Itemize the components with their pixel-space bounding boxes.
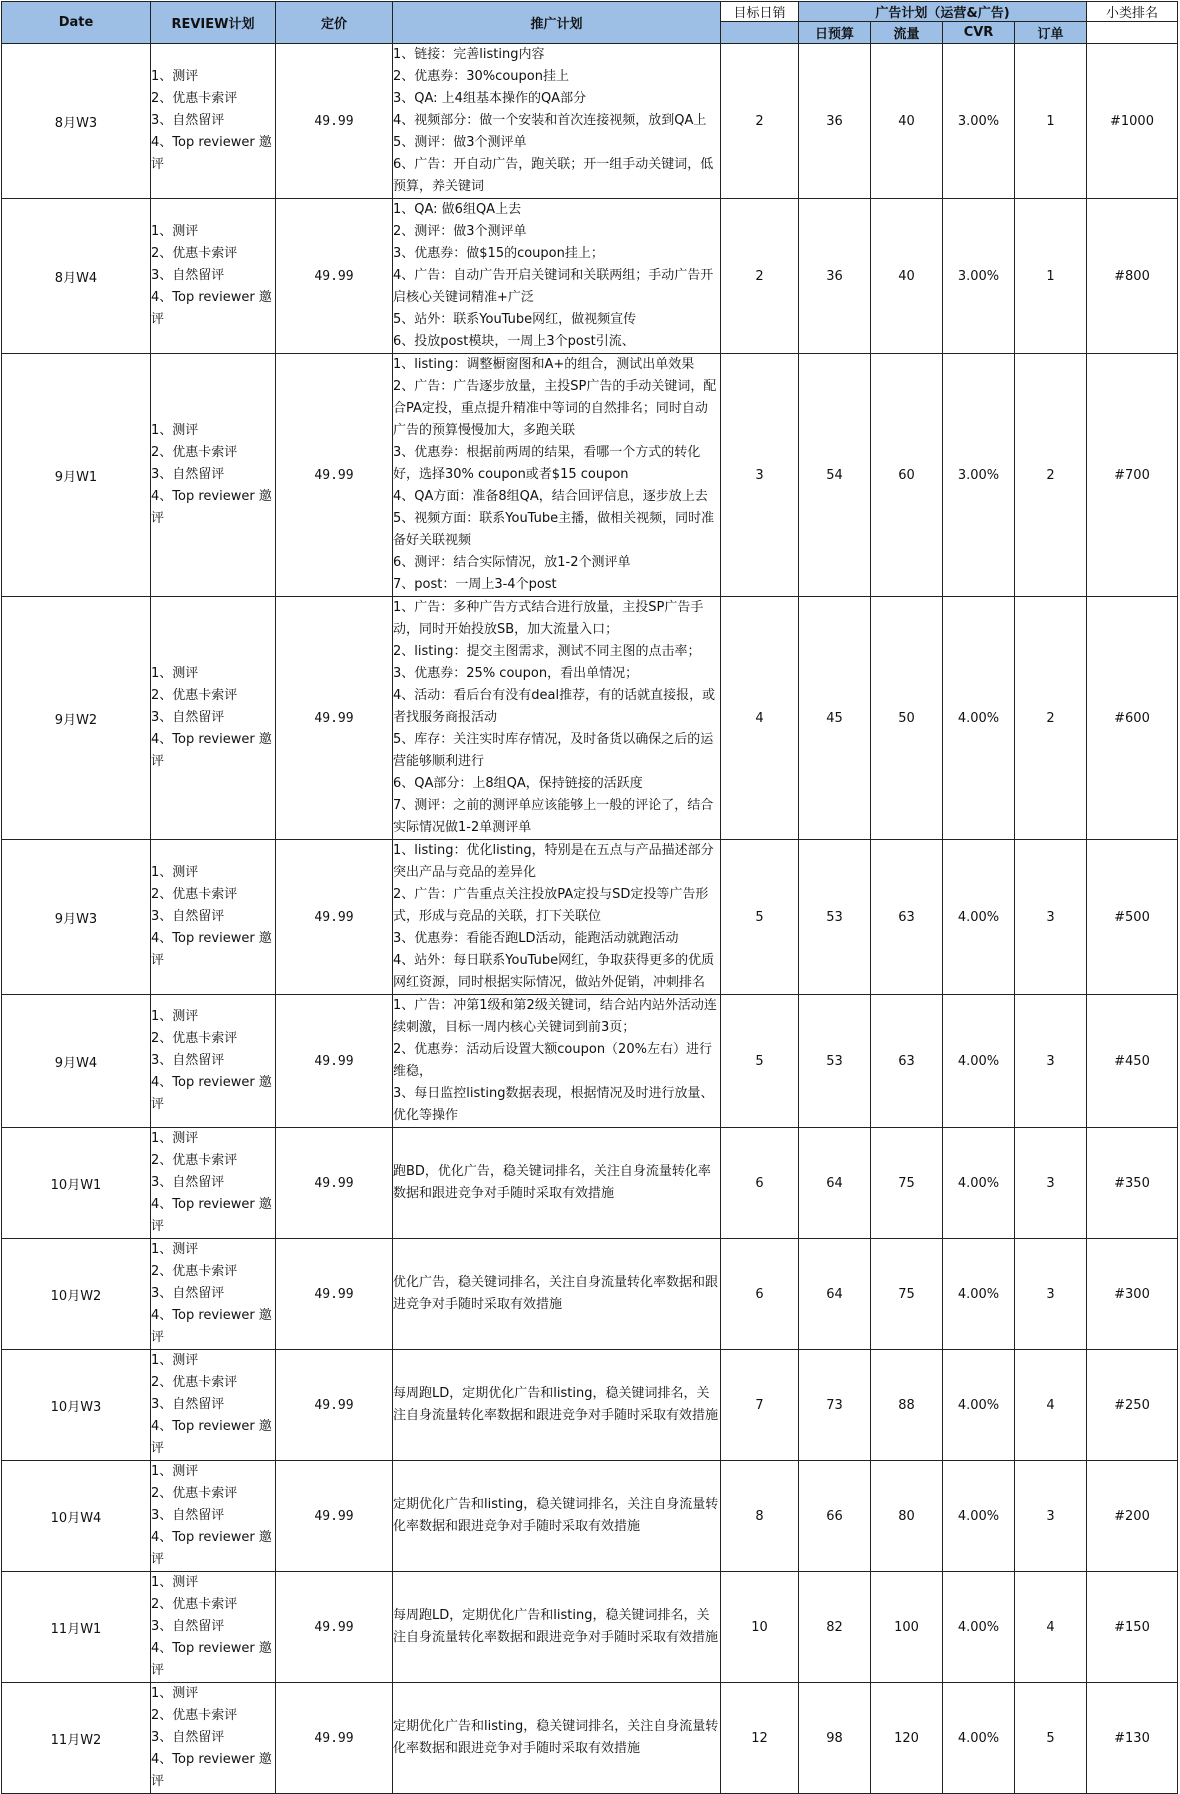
- date-cell: 11月W2: [2, 1683, 151, 1794]
- date-cell: 10月W2: [2, 1239, 151, 1350]
- promo-plan-item: 3、优惠券：看能否跑LD活动，能跑活动就跑活动: [393, 931, 679, 946]
- review-plan-item: 3、自然留评: [151, 1286, 225, 1301]
- orders-cell: 2: [1015, 354, 1087, 597]
- traffic-cell: 120: [871, 1683, 943, 1794]
- date-cell: 11月W1: [2, 1572, 151, 1683]
- price-cell: 49.99: [276, 1128, 393, 1239]
- review-plan-item: 1、测评: [151, 1131, 199, 1146]
- daily-budget-cell: 64: [799, 1128, 871, 1239]
- traffic-cell: 40: [871, 44, 943, 199]
- review-plan-cell: [151, 840, 276, 995]
- promo-plan-item: 3、优惠券：25% coupon，看出单情况；: [393, 666, 639, 681]
- header-rank-blank: [1087, 22, 1178, 44]
- promo-plan-cell: [393, 1239, 721, 1350]
- cvr-cell: 4.00%: [943, 840, 1015, 995]
- traffic-cell: 88: [871, 1350, 943, 1461]
- review-plan-item: 3、自然留评: [151, 909, 225, 924]
- header-date: Date: [2, 2, 151, 44]
- target-sales-cell: 2: [721, 199, 799, 354]
- cvr-cell: 4.00%: [943, 1239, 1015, 1350]
- header-price: 定价: [276, 2, 393, 44]
- review-plan-item: 2、优惠卡索评: [151, 1708, 238, 1723]
- review-plan-item: 4、Top reviewer 邀评: [151, 1641, 272, 1678]
- promo-plan-item: 1、广告：冲第1级和第2级关键词，结合站内站外活动连续刺激，目标一周内核心关键词到前3页；: [393, 998, 717, 1035]
- promo-plan-item: 6、测评：结合实际情况，放1-2个测评单: [393, 555, 631, 570]
- table-row: [2, 995, 1178, 1128]
- promo-plan-item: 5、视频方面：联系YouTube主播，做相关视频，同时准备好关联视频: [393, 511, 715, 548]
- promo-plan-cell: [393, 1350, 721, 1461]
- promo-plan-cell: [393, 1683, 721, 1794]
- promo-plan-item: 跑BD，优化广告，稳关键词排名，关注自身流量转化率数据和跟进竞争对手随时采取有效措施: [393, 1164, 711, 1201]
- table-row: [2, 597, 1178, 840]
- review-plan-cell: [151, 1239, 276, 1350]
- promo-plan-item: 2、测评：做3个测评单: [393, 224, 527, 239]
- promo-plan-item: 定期优化广告和listing，稳关键词排名，关注自身流量转化率数据和跟进竞争对手随时采取有效措施: [393, 1497, 719, 1534]
- promo-plan-item: 6、投放post模块，一周上3个post引流、: [393, 334, 635, 349]
- daily-budget-cell: 64: [799, 1239, 871, 1350]
- target-sales-cell: 8: [721, 1461, 799, 1572]
- promo-plan-item: 7、post：一周上3-4个post: [393, 577, 557, 592]
- orders-cell: 4: [1015, 1572, 1087, 1683]
- target-sales-cell: 6: [721, 1128, 799, 1239]
- table-row: [2, 44, 1178, 199]
- table-row: [2, 1128, 1178, 1239]
- review-plan-item: 1、测评: [151, 666, 199, 681]
- date-cell: 9月W2: [2, 597, 151, 840]
- promo-plan-item: 4、广告：自动广告开启关键词和关联两组；手动广告开启核心关键词精准+广泛: [393, 268, 714, 305]
- rank-cell: #150: [1087, 1572, 1178, 1683]
- date-cell: 9月W3: [2, 840, 151, 995]
- rank-cell: #600: [1087, 597, 1178, 840]
- rank-cell: #700: [1087, 354, 1178, 597]
- target-sales-cell: 2: [721, 44, 799, 199]
- review-plan-item: 1、测评: [151, 423, 199, 438]
- review-plan-item: 2、优惠卡索评: [151, 887, 238, 902]
- header-promo-plan: 推广计划: [393, 2, 721, 44]
- cvr-cell: 4.00%: [943, 1683, 1015, 1794]
- rank-cell: #300: [1087, 1239, 1178, 1350]
- review-plan-item: 2、优惠卡索评: [151, 445, 238, 460]
- promo-plan-cell: [393, 1128, 721, 1239]
- orders-cell: 4: [1015, 1350, 1087, 1461]
- traffic-cell: 63: [871, 840, 943, 995]
- promo-plan-item: 7、测评：之前的测评单应该能够上一般的评论了，结合实际情况做1-2单测评单: [393, 798, 714, 835]
- price-cell: 49.99: [276, 1572, 393, 1683]
- promo-plan-cell: [393, 597, 721, 840]
- date-cell: 10月W3: [2, 1350, 151, 1461]
- cvr-cell: 3.00%: [943, 199, 1015, 354]
- review-plan-item: 4、Top reviewer 邀评: [151, 732, 272, 769]
- review-plan-item: 3、自然留评: [151, 1508, 225, 1523]
- price-cell: 49.99: [276, 1350, 393, 1461]
- cvr-cell: 4.00%: [943, 1128, 1015, 1239]
- promo-plan-item: 1、listing：优化listing，特别是在五点与产品描述部分突出产品与竞品的差异化: [393, 843, 714, 880]
- traffic-cell: 100: [871, 1572, 943, 1683]
- promo-plan-item: 5、站外：联系YouTube网红，做视频宣传: [393, 312, 637, 327]
- target-sales-cell: 3: [721, 354, 799, 597]
- review-plan-cell: [151, 597, 276, 840]
- review-plan-item: 4、Top reviewer 邀评: [151, 1075, 272, 1112]
- review-plan-item: 1、测评: [151, 1353, 199, 1368]
- orders-cell: 1: [1015, 199, 1087, 354]
- promo-plan-item: 1、QA: 做6组QA上去: [393, 202, 522, 217]
- price-cell: 49.99: [276, 354, 393, 597]
- promo-plan-item: 优化广告，稳关键词排名，关注自身流量转化率数据和跟进竞争对手随时采取有效措施: [393, 1275, 719, 1312]
- promo-plan-item: 5、测评：做3个测评单: [393, 135, 527, 150]
- cvr-cell: 4.00%: [943, 597, 1015, 840]
- daily-budget-cell: 82: [799, 1572, 871, 1683]
- daily-budget-cell: 45: [799, 597, 871, 840]
- target-sales-cell: 6: [721, 1239, 799, 1350]
- table-row: [2, 1461, 1178, 1572]
- header-ad-plan: 广告计划（运营&广告): [799, 2, 1087, 22]
- review-plan-item: 2、优惠卡索评: [151, 1486, 238, 1501]
- daily-budget-cell: 98: [799, 1683, 871, 1794]
- review-plan-item: 3、自然留评: [151, 467, 225, 482]
- daily-budget-cell: 54: [799, 354, 871, 597]
- promo-plan-item: 6、QA部分：上8组QA，保持链接的活跃度: [393, 776, 643, 791]
- header-review-plan: REVIEW计划: [151, 2, 276, 44]
- daily-budget-cell: 53: [799, 840, 871, 995]
- promo-plan-item: 4、站外：每日联系YouTube网红，争取获得更多的优质网红资源，同时根据实际情况，做站外促销，冲刺排名: [393, 953, 715, 990]
- orders-cell: 3: [1015, 1461, 1087, 1572]
- price-cell: 49.99: [276, 199, 393, 354]
- header-daily-budget: 日预算: [799, 22, 871, 44]
- promo-plan-item: 4、视频部分：做一个安装和首次连接视频，放到QA上: [393, 113, 707, 128]
- rank-cell: #500: [1087, 840, 1178, 995]
- review-plan-item: 1、测评: [151, 1009, 199, 1024]
- review-plan-item: 1、测评: [151, 1575, 199, 1590]
- review-plan-cell: [151, 354, 276, 597]
- review-plan-cell: [151, 1572, 276, 1683]
- price-cell: 49.99: [276, 995, 393, 1128]
- promo-plan-item: 2、优惠券：30%coupon挂上: [393, 69, 569, 84]
- traffic-cell: 80: [871, 1461, 943, 1572]
- review-plan-item: 3、自然留评: [151, 1397, 225, 1412]
- date-cell: 9月W1: [2, 354, 151, 597]
- table-row: [2, 354, 1178, 597]
- review-plan-item: 4、Top reviewer 邀评: [151, 1530, 272, 1567]
- daily-budget-cell: 36: [799, 199, 871, 354]
- promo-plan-item: 5、库存：关注实时库存情况，及时备货以确保之后的运营能够顺利进行: [393, 732, 714, 769]
- review-plan-item: 3、自然留评: [151, 113, 225, 128]
- review-plan-item: 4、Top reviewer 邀评: [151, 1752, 272, 1789]
- promo-plan-cell: [393, 354, 721, 597]
- review-plan-item: 4、Top reviewer 邀评: [151, 135, 272, 172]
- review-plan-cell: [151, 1350, 276, 1461]
- review-plan-item: 3、自然留评: [151, 1175, 225, 1190]
- target-sales-cell: 10: [721, 1572, 799, 1683]
- promotion-plan-table: [1, 1, 1178, 1794]
- review-plan-cell: [151, 1128, 276, 1239]
- review-plan-cell: [151, 1461, 276, 1572]
- review-plan-item: 2、优惠卡索评: [151, 688, 238, 703]
- price-cell: 49.99: [276, 1461, 393, 1572]
- review-plan-item: 2、优惠卡索评: [151, 246, 238, 261]
- header-category-rank: 小类排名: [1087, 2, 1178, 22]
- orders-cell: 3: [1015, 995, 1087, 1128]
- target-sales-cell: 5: [721, 840, 799, 995]
- target-sales-cell: 4: [721, 597, 799, 840]
- review-plan-item: 4、Top reviewer 邀评: [151, 1419, 272, 1456]
- promo-plan-item: 2、广告：广告重点关注投放PA定投与SD定投等广告形式，形成与竞品的关联，打下关联位: [393, 887, 709, 924]
- price-cell: 49.99: [276, 1239, 393, 1350]
- date-cell: 10月W4: [2, 1461, 151, 1572]
- table-row: [2, 199, 1178, 354]
- promo-plan-cell: [393, 1461, 721, 1572]
- rank-cell: #1000: [1087, 44, 1178, 199]
- price-cell: 49.99: [276, 1683, 393, 1794]
- daily-budget-cell: 66: [799, 1461, 871, 1572]
- review-plan-item: 1、测评: [151, 224, 199, 239]
- review-plan-item: 3、自然留评: [151, 710, 225, 725]
- cvr-cell: 4.00%: [943, 995, 1015, 1128]
- traffic-cell: 75: [871, 1128, 943, 1239]
- rank-cell: #200: [1087, 1461, 1178, 1572]
- promo-plan-cell: [393, 840, 721, 995]
- header-target-daily-sales: 目标日销: [721, 2, 799, 22]
- promo-plan-item: 3、优惠券：根据前两周的结果，看哪一个方式的转化好，选择30% coupon或者$15 coupon: [393, 445, 701, 482]
- rank-cell: #450: [1087, 995, 1178, 1128]
- review-plan-item: 3、自然留评: [151, 1730, 225, 1745]
- date-cell: 9月W4: [2, 995, 151, 1128]
- traffic-cell: 40: [871, 199, 943, 354]
- promo-plan-item: 3、每日监控listing数据表现，根据情况及时进行放量、优化等操作: [393, 1086, 714, 1123]
- plan-rows: [2, 44, 1178, 1794]
- traffic-cell: 75: [871, 1239, 943, 1350]
- traffic-cell: 60: [871, 354, 943, 597]
- table-row: [2, 1239, 1178, 1350]
- review-plan-item: 3、自然留评: [151, 1053, 225, 1068]
- header-traffic: 流量: [871, 22, 943, 44]
- header-orders: 订单: [1015, 22, 1087, 44]
- date-cell: 8月W4: [2, 199, 151, 354]
- review-plan-item: 2、优惠卡索评: [151, 1031, 238, 1046]
- promo-plan-cell: [393, 995, 721, 1128]
- review-plan-cell: [151, 995, 276, 1128]
- promo-plan-cell: [393, 199, 721, 354]
- promo-plan-item: 2、listing：提交主图需求，测试不同主图的点击率；: [393, 644, 701, 659]
- promo-plan-item: 1、链接：完善listing内容: [393, 47, 545, 62]
- table-row: [2, 1683, 1178, 1794]
- review-plan-item: 2、优惠卡索评: [151, 1153, 238, 1168]
- review-plan-item: 1、测评: [151, 1464, 199, 1479]
- review-plan-cell: [151, 1683, 276, 1794]
- date-cell: 10月W1: [2, 1128, 151, 1239]
- promo-plan-item: 每周跑LD，定期优化广告和listing，稳关键词排名，关注自身流量转化率数据和跟进竞争对手随时采取有效措施: [393, 1608, 719, 1645]
- traffic-cell: 63: [871, 995, 943, 1128]
- date-cell: 8月W3: [2, 44, 151, 199]
- promo-plan-item: 2、优惠券：活动后设置大额coupon（20%左右）进行维稳，: [393, 1042, 712, 1079]
- review-plan-item: 2、优惠卡索评: [151, 1597, 238, 1612]
- rank-cell: #350: [1087, 1128, 1178, 1239]
- cvr-cell: 3.00%: [943, 354, 1015, 597]
- review-plan-item: 3、自然留评: [151, 1619, 225, 1634]
- orders-cell: 3: [1015, 1128, 1087, 1239]
- review-plan-item: 4、Top reviewer 邀评: [151, 931, 272, 968]
- promo-plan-item: 2、广告：广告逐步放量，主投SP广告的手动关键词，配合PA定投，重点提升精准中等词的自然排名；同时自动广告的预算慢慢加大，多跑关联: [393, 379, 717, 438]
- promo-plan-item: 1、广告：多种广告方式结合进行放量，主投SP广告手动，同时开始投放SB，加大流量入口；: [393, 600, 704, 637]
- promo-plan-item: 1、listing：调整橱窗图和A+的组合，测试出单效果: [393, 357, 695, 372]
- promo-plan-item: 4、QA方面：准备8组QA，结合回评信息，逐步放上去: [393, 489, 708, 504]
- target-sales-cell: 12: [721, 1683, 799, 1794]
- review-plan-item: 1、测评: [151, 865, 199, 880]
- review-plan-item: 2、优惠卡索评: [151, 91, 238, 106]
- orders-cell: 3: [1015, 1239, 1087, 1350]
- target-sales-cell: 5: [721, 995, 799, 1128]
- promo-plan-item: 4、活动：看后台有没有deal推荐，有的话就直接报，或者找服务商报活动: [393, 688, 716, 725]
- header-cvr: CVR: [943, 22, 1015, 44]
- price-cell: 49.99: [276, 840, 393, 995]
- cvr-cell: 3.00%: [943, 44, 1015, 199]
- review-plan-item: 3、自然留评: [151, 268, 225, 283]
- price-cell: 49.99: [276, 44, 393, 199]
- promo-plan-cell: [393, 44, 721, 199]
- promo-plan-item: 3、QA: 上4组基本操作的QA部分: [393, 91, 587, 106]
- target-sales-cell: 7: [721, 1350, 799, 1461]
- cvr-cell: 4.00%: [943, 1461, 1015, 1572]
- price-cell: 49.99: [276, 597, 393, 840]
- promo-plan-item: 定期优化广告和listing，稳关键词排名，关注自身流量转化率数据和跟进竞争对手随时采取有效措施: [393, 1719, 719, 1756]
- review-plan-item: 4、Top reviewer 邀评: [151, 489, 272, 526]
- rank-cell: #800: [1087, 199, 1178, 354]
- daily-budget-cell: 53: [799, 995, 871, 1128]
- review-plan-cell: [151, 44, 276, 199]
- review-plan-cell: [151, 199, 276, 354]
- review-plan-item: 4、Top reviewer 邀评: [151, 1308, 272, 1345]
- promo-plan-item: 6、广告：开自动广告，跑关联；开一组手动关键词，低预算，养关键词: [393, 157, 714, 194]
- orders-cell: 3: [1015, 840, 1087, 995]
- table-row: [2, 1572, 1178, 1683]
- daily-budget-cell: 73: [799, 1350, 871, 1461]
- review-plan-item: 4、Top reviewer 邀评: [151, 1197, 272, 1234]
- orders-cell: 1: [1015, 44, 1087, 199]
- promo-plan-cell: [393, 1572, 721, 1683]
- promo-plan-item: 每周跑LD，定期优化广告和listing，稳关键词排名，关注自身流量转化率数据和跟进竞争对手随时采取有效措施: [393, 1386, 719, 1423]
- review-plan-item: 1、测评: [151, 69, 199, 84]
- review-plan-item: 2、优惠卡索评: [151, 1375, 238, 1390]
- daily-budget-cell: 36: [799, 44, 871, 199]
- rank-cell: #250: [1087, 1350, 1178, 1461]
- orders-cell: 5: [1015, 1683, 1087, 1794]
- traffic-cell: 50: [871, 597, 943, 840]
- orders-cell: 2: [1015, 597, 1087, 840]
- review-plan-item: 2、优惠卡索评: [151, 1264, 238, 1279]
- table-row: [2, 1350, 1178, 1461]
- review-plan-item: 4、Top reviewer 邀评: [151, 290, 272, 327]
- promo-plan-item: 3、优惠券：做$15的coupon挂上；: [393, 246, 604, 261]
- review-plan-item: 1、测评: [151, 1686, 199, 1701]
- table-row: [2, 840, 1178, 995]
- cvr-cell: 4.00%: [943, 1350, 1015, 1461]
- header-target-blank: [721, 22, 799, 44]
- review-plan-item: 1、测评: [151, 1242, 199, 1257]
- rank-cell: #130: [1087, 1683, 1178, 1794]
- cvr-cell: 4.00%: [943, 1572, 1015, 1683]
